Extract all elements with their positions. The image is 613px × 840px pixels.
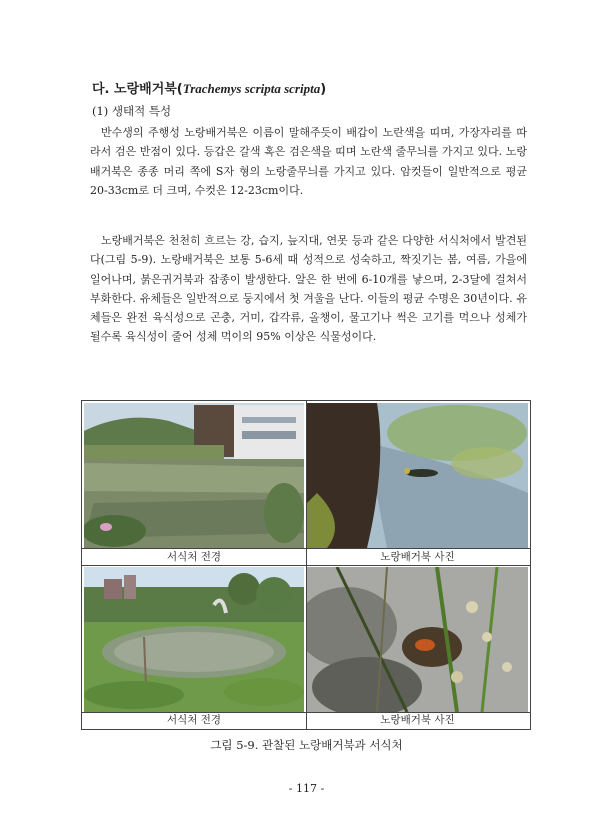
caption-habitat-2: 서식처 전경 (166, 714, 222, 726)
heading-scientific-name: Trachemys scripta scripta (182, 81, 321, 96)
turtle-photo-2 (307, 567, 528, 712)
figure-caption: 그림 5-9. 관찰된 노랑배거북과 서식처 (210, 738, 403, 752)
habitat-photo-2 (84, 567, 304, 712)
paragraph-habitat: 노랑배거북은 천천히 흐르는 강, 습지, 늪지대, 연못 등과 같은 다양한 서식처에서 발견된다(그림 5-9). 노랑배거북은 보통 5-6세 때 성적으로 성숙하고, 짝짓기는 봄, 여름, 가을에 일어나며, 붉은귀거북과 잡종이 발생한다. 알은 한 번에 6-10개를 낳으며, 2-3달에 걸쳐서 부화한다. 유체들은 일반적으로 둥지에서 첫 겨울을 난다. 이들의 평균 수명은 30년이다. 유체들은 완전 육식성으로 곤충, 거미, 갑각류, 올챙이, 물고기나 썩은 고기를 먹으나 성체가 될수록 육식성이 줄어 성체 먹이의 95% 이상은 식물성이다. (90, 234, 527, 344)
page-number: - 117 - (288, 782, 325, 795)
section-heading (92, 78, 326, 97)
subsection-heading: (1) 생태적 특성 (92, 104, 172, 118)
caption-habitat-1: 서식처 전경 (166, 551, 222, 563)
habitat-photo-1 (84, 403, 304, 548)
paragraph-ecology: 반수생의 주행성 노랑배거북은 이름이 말해주듯이 배갑이 노란색을 띠며, 가장자리를 따라서 검은 반점이 있다. 등갑은 갈색 혹은 검은색을 띠며 노란색 줄무늬를 가지고 있다. 노랑배거북은 종종 머리 쪽에 S자 형의 노랑줄무늬를 가지고 있다. 암컷들이 일반적으로 평균 20-33cm로 더 크며, 수컷은 12-23cm이다. (90, 126, 527, 197)
grid-divider-row1-photo (82, 548, 530, 549)
turtle-photo-1 (307, 403, 528, 548)
heading-prefix: 다. 노랑배거북( (92, 82, 183, 97)
caption-turtle-1: 노랑배거북 사진 (380, 551, 455, 563)
photo-figure (81, 400, 531, 730)
grid-divider-row1-caption (82, 565, 530, 566)
grid-divider-row2-photo (82, 712, 530, 713)
heading-suffix: ) (320, 82, 327, 97)
caption-turtle-2: 노랑배거북 사진 (380, 714, 455, 726)
